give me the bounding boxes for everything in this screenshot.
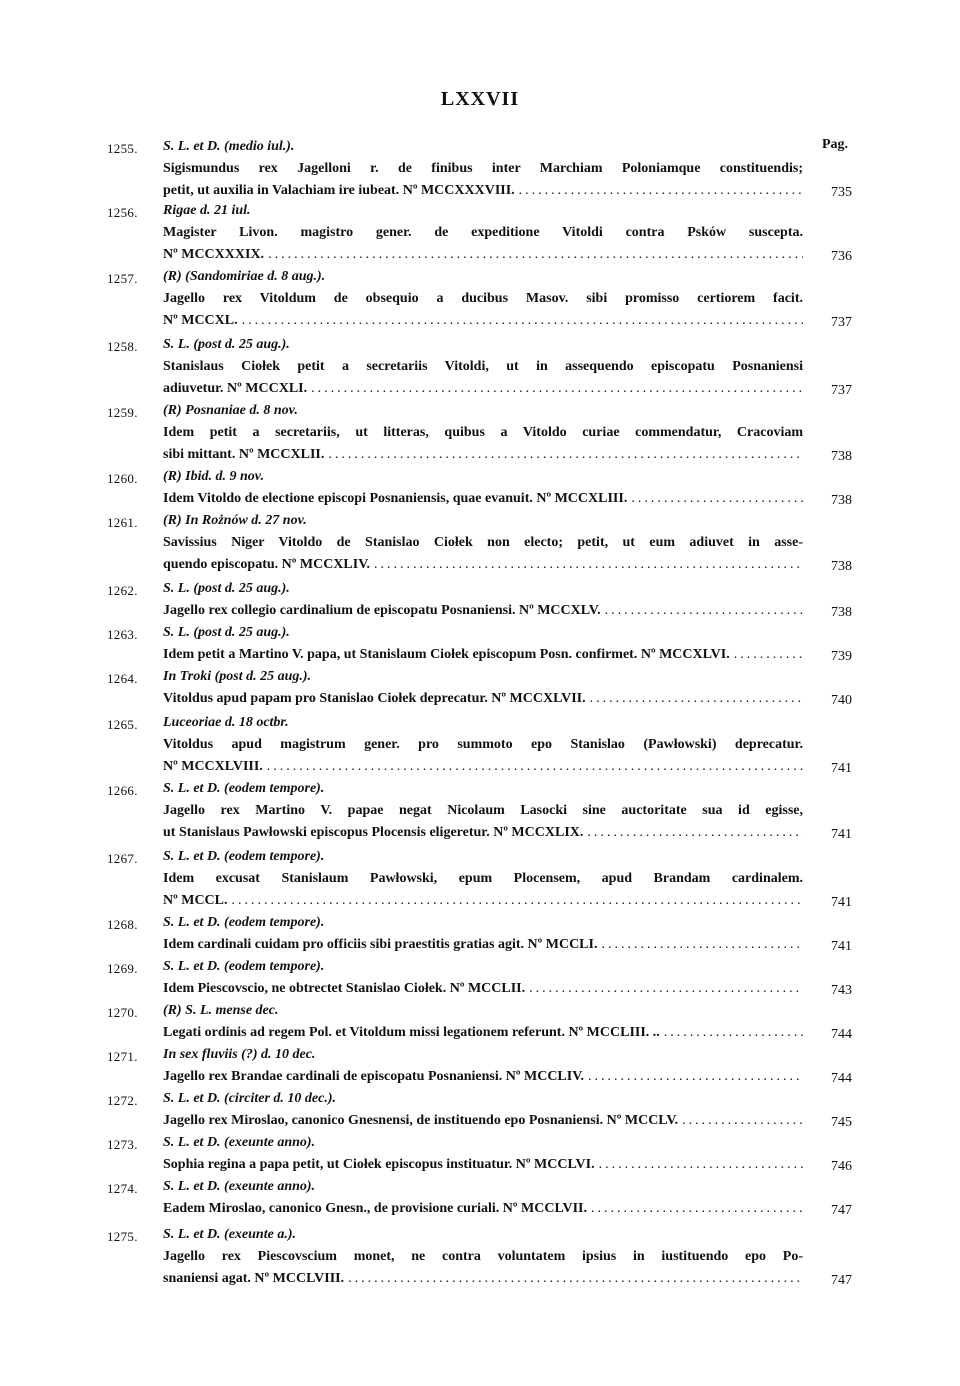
page-number: 740	[831, 693, 852, 708]
dot-leader	[267, 759, 803, 775]
entry-summary-last-line	[163, 603, 803, 619]
entry-date: Rigae d. 21 iul.	[163, 203, 251, 218]
entry-date: S. L. et D. (eodem tempore).	[163, 915, 325, 930]
regest-entry	[107, 269, 852, 335]
regest-entry	[107, 1003, 852, 1047]
entry-date: In sex fluviis (?) d. 10 dec.	[163, 1047, 316, 1062]
regest-entry	[107, 781, 852, 847]
dot-leader	[591, 1201, 803, 1217]
entry-date: S. L. et D. (eodem tempore).	[163, 959, 325, 974]
entry-summary-last-line	[163, 313, 803, 329]
entry-summary-text: petit, ut auxilia in Valachiam ire iubeat. Nº MCCXXXVIII.	[163, 183, 515, 198]
entry-number: 1259.	[107, 405, 138, 420]
entry-summary-last-line	[163, 1271, 803, 1287]
entry-number: 1275.	[107, 1229, 138, 1244]
dot-leader	[311, 381, 803, 397]
entry-summary-last-line	[163, 1025, 803, 1041]
entry-summary-last-line	[163, 1113, 803, 1129]
page-number: 745	[831, 1115, 852, 1130]
entry-summary-last-line	[163, 647, 803, 663]
entry-number: 1272.	[107, 1093, 138, 1108]
dot-leader	[664, 1025, 803, 1041]
dot-leader	[348, 1271, 803, 1287]
entry-summary-text: sibi mittant. Nº MCCXLII.	[163, 447, 325, 462]
entry-number: 1274.	[107, 1181, 138, 1196]
entry-summary-text: Idem Piescovscio, ne obtrectet Stanislao Ciołek. Nº MCCLII.	[163, 981, 526, 996]
page-number: 738	[831, 449, 852, 464]
dot-leader	[599, 1157, 803, 1173]
entry-summary-text: Nº MCCXL.	[163, 313, 238, 328]
page-number: 741	[831, 827, 852, 842]
entry-summary-last-line	[163, 491, 803, 507]
entry-summary-line: Sigismundus rex Jagelloni r. de finibus inter Marchiam Poloniamque constituendis;	[163, 161, 803, 176]
regest-entry	[107, 513, 852, 579]
entry-summary-text: Eadem Miroslao, canonico Gnesn., de provisione curiali. Nº MCCLVII.	[163, 1201, 587, 1216]
regest-entry	[107, 1047, 852, 1091]
dot-leader	[328, 447, 803, 463]
entry-date: In Troki (post d. 25 aug.).	[163, 669, 312, 684]
entry-date: (R) (Sandomiriae d. 8 aug.).	[163, 269, 326, 284]
entry-number: 1258.	[107, 339, 138, 354]
dot-leader	[519, 183, 803, 199]
entry-date: Luceoriae d. 18 octbr.	[163, 715, 289, 730]
page-number: 744	[831, 1027, 852, 1042]
entry-summary-line: Jagello rex Piescovscium monet, ne contra voluntatem ipsius in iustituendo epo Po-	[163, 1249, 803, 1264]
page-number: 739	[831, 649, 852, 664]
dot-leader	[631, 491, 803, 507]
entry-date: S. L. et D. (medio iul.).	[163, 139, 295, 154]
entry-summary-line: Jagello rex Martino V. papae negat Nicolaum Lasocki sine auctoritate sua id egisse,	[163, 803, 803, 818]
entry-summary-text: Sophia regina a papa petit, ut Ciołek episcopus instituatur. Nº MCCLVI.	[163, 1157, 595, 1172]
entry-summary-last-line	[163, 1157, 803, 1173]
entry-date: S. L. et D. (circiter d. 10 dec.).	[163, 1091, 337, 1106]
page-number: 741	[831, 895, 852, 910]
regest-entry	[107, 1227, 852, 1293]
entry-number: 1269.	[107, 961, 138, 976]
entry-number: 1268.	[107, 917, 138, 932]
entry-number: 1264.	[107, 671, 138, 686]
entry-number: 1260.	[107, 471, 138, 486]
dot-leader	[682, 1113, 803, 1129]
dot-leader	[734, 647, 803, 663]
entry-date: S. L. (post d. 25 aug.).	[163, 625, 290, 640]
dot-leader	[268, 247, 803, 263]
entry-summary-text: Legati ordinis ad regem Pol. et Vitoldum missi legationem referunt. Nº MCCLIII. ..	[163, 1025, 660, 1040]
regest-entry	[107, 669, 852, 713]
entry-summary-last-line	[163, 981, 803, 997]
entry-number: 1263.	[107, 627, 138, 642]
page-number: 747	[831, 1203, 852, 1218]
entry-summary-last-line	[163, 183, 803, 199]
entry-summary-last-line	[163, 1201, 803, 1217]
entry-summary-text: snaniensi agat. Nº MCCLVIII.	[163, 1271, 345, 1286]
entry-date: (R) In Rożnów d. 27 nov.	[163, 513, 307, 528]
page-number: 738	[831, 605, 852, 620]
entry-summary-last-line	[163, 1069, 803, 1085]
entry-summary-line: Magister Livon. magistro gener. de expeditione Vitoldi contra Psków suscepta.	[163, 225, 803, 240]
dot-leader	[242, 313, 803, 329]
entry-date: S. L. (post d. 25 aug.).	[163, 337, 290, 352]
entry-summary-last-line	[163, 759, 803, 775]
dot-leader	[590, 691, 803, 707]
entry-number: 1266.	[107, 783, 138, 798]
entry-date: S. L. et D. (eodem tempore).	[163, 849, 325, 864]
page-number: 746	[831, 1159, 852, 1174]
regest-entry	[107, 1135, 852, 1179]
entry-summary-last-line	[163, 557, 803, 573]
entry-summary-text: Jagello rex Brandae cardinali de episcopatu Posnaniensi. Nº MCCLIV.	[163, 1069, 585, 1084]
page-number: 747	[831, 1273, 852, 1288]
page-number: 741	[831, 939, 852, 954]
entry-summary-text: Jagello rex Miroslao, canonico Gnesnensi, de instituendo epo Posnaniensi. Nº MCCLV.	[163, 1113, 679, 1128]
entry-summary-last-line	[163, 247, 803, 263]
entry-number: 1256.	[107, 205, 138, 220]
page-number: 737	[831, 383, 852, 398]
entry-summary-text: Nº MCCXLVIII.	[163, 759, 263, 774]
entry-summary-last-line	[163, 893, 803, 909]
entry-date: S. L. et D. (eodem tempore).	[163, 781, 325, 796]
entry-summary-text: Idem Vitoldo de electione episcopi Posnaniensis, quae evanuit. Nº MCCXLIII.	[163, 491, 628, 506]
entry-summary-text: quendo episcopatu. Nº MCCXLIV.	[163, 557, 371, 572]
regest-entry	[107, 337, 852, 403]
entry-summary-last-line	[163, 691, 803, 707]
entry-summary-last-line	[163, 381, 803, 397]
entry-date: (R) Ibid. d. 9 nov.	[163, 469, 264, 484]
entry-number: 1267.	[107, 851, 138, 866]
page-number: 737	[831, 315, 852, 330]
regest-entry	[107, 1179, 852, 1223]
entry-number: 1261.	[107, 515, 138, 530]
page-number: 744	[831, 1071, 852, 1086]
regest-entry	[107, 849, 852, 915]
page-number: 738	[831, 493, 852, 508]
regest-entry	[107, 959, 852, 1003]
entry-summary-line: Idem petit a secretariis, ut litteras, quibus a Vitoldo curiae commendatur, Cracoviam	[163, 425, 803, 440]
dot-leader	[374, 557, 803, 573]
entry-summary-text: ut Stanislaus Pawłowski episcopus Plocensis eligeretur. Nº MCCXLIX.	[163, 825, 584, 840]
regest-entry	[107, 715, 852, 781]
page-number: 741	[831, 761, 852, 776]
entry-number: 1270.	[107, 1005, 138, 1020]
entry-summary-text: Idem cardinali cuidam pro officiis sibi praestitis gratias agit. Nº MCCLI.	[163, 937, 598, 952]
entry-summary-line: Jagello rex Vitoldum de obsequio a ducibus Masov. sibi promisso certiorem facit.	[163, 291, 803, 306]
entry-date: S. L. et D. (exeunte anno).	[163, 1135, 316, 1150]
regest-entry	[107, 403, 852, 469]
entry-date: S. L. (post d. 25 aug.).	[163, 581, 290, 596]
entry-summary-line: Vitoldus apud magistrum gener. pro summoto epo Stanislao (Pawłowski) deprecatur.	[163, 737, 803, 752]
entry-summary-text: Vitoldus apud papam pro Stanislao Ciołek deprecatur. Nº MCCXLVII.	[163, 691, 586, 706]
entry-number: 1271.	[107, 1049, 138, 1064]
entry-summary-text: Nº MCCL.	[163, 893, 228, 908]
entry-date: (R) Posnaniae d. 8 nov.	[163, 403, 298, 418]
page-number: 743	[831, 983, 852, 998]
page-number: 736	[831, 249, 852, 264]
page-number: 738	[831, 559, 852, 574]
regest-entry	[107, 581, 852, 625]
entry-date: (R) S. L. mense dec.	[163, 1003, 279, 1018]
regest-entry	[107, 469, 852, 513]
dot-leader	[588, 1069, 803, 1085]
entry-summary-line: Idem excusat Stanislaum Pawłowski, epum Plocensem, apud Brandam cardinalem.	[163, 871, 803, 886]
dot-leader	[587, 825, 803, 841]
entry-number: 1273.	[107, 1137, 138, 1152]
entry-summary-last-line	[163, 825, 803, 841]
entry-summary-text: Jagello rex collegio cardinalium de episcopatu Posnaniensi. Nº MCCXLV.	[163, 603, 601, 618]
entry-number: 1265.	[107, 717, 138, 732]
page-column-label: Pag.	[821, 137, 848, 152]
entry-date: S. L. et D. (exeunte a.).	[163, 1227, 296, 1242]
regest-entry	[107, 203, 852, 269]
entry-number: 1255.	[107, 141, 138, 156]
entry-summary-last-line	[163, 937, 803, 953]
entry-date: S. L. et D. (exeunte anno).	[163, 1179, 316, 1194]
entry-summary-line: Savissius Niger Vitoldo de Stanislao Ciołek non electo; petit, ut eum adiuvet in asse-	[163, 535, 803, 550]
entry-summary-last-line	[163, 447, 803, 463]
regest-entry	[107, 1091, 852, 1135]
entry-summary-text: adiuvetur. Nº MCCXLI.	[163, 381, 308, 396]
entry-summary-line: Stanislaus Ciołek petit a secretariis Vitoldi, ut in assequendo episcopatu Posnaniensi	[163, 359, 803, 374]
regest-entry	[107, 915, 852, 959]
dot-leader	[601, 937, 803, 953]
dot-leader	[529, 981, 803, 997]
dot-leader	[605, 603, 803, 619]
regest-entry	[107, 625, 852, 669]
page-header-numeral: LXXVII	[440, 88, 520, 110]
regest-entry	[107, 139, 852, 205]
entry-summary-text: Nº MCCXXXIX.	[163, 247, 265, 262]
dot-leader	[232, 893, 803, 909]
page-number: 735	[831, 185, 852, 200]
entry-number: 1257.	[107, 271, 138, 286]
entry-number: 1262.	[107, 583, 138, 598]
entry-summary-text: Idem petit a Martino V. papa, ut Stanislaum Ciołek episcopum Posn. confirmet. Nº MCCXLVI.	[163, 647, 730, 662]
